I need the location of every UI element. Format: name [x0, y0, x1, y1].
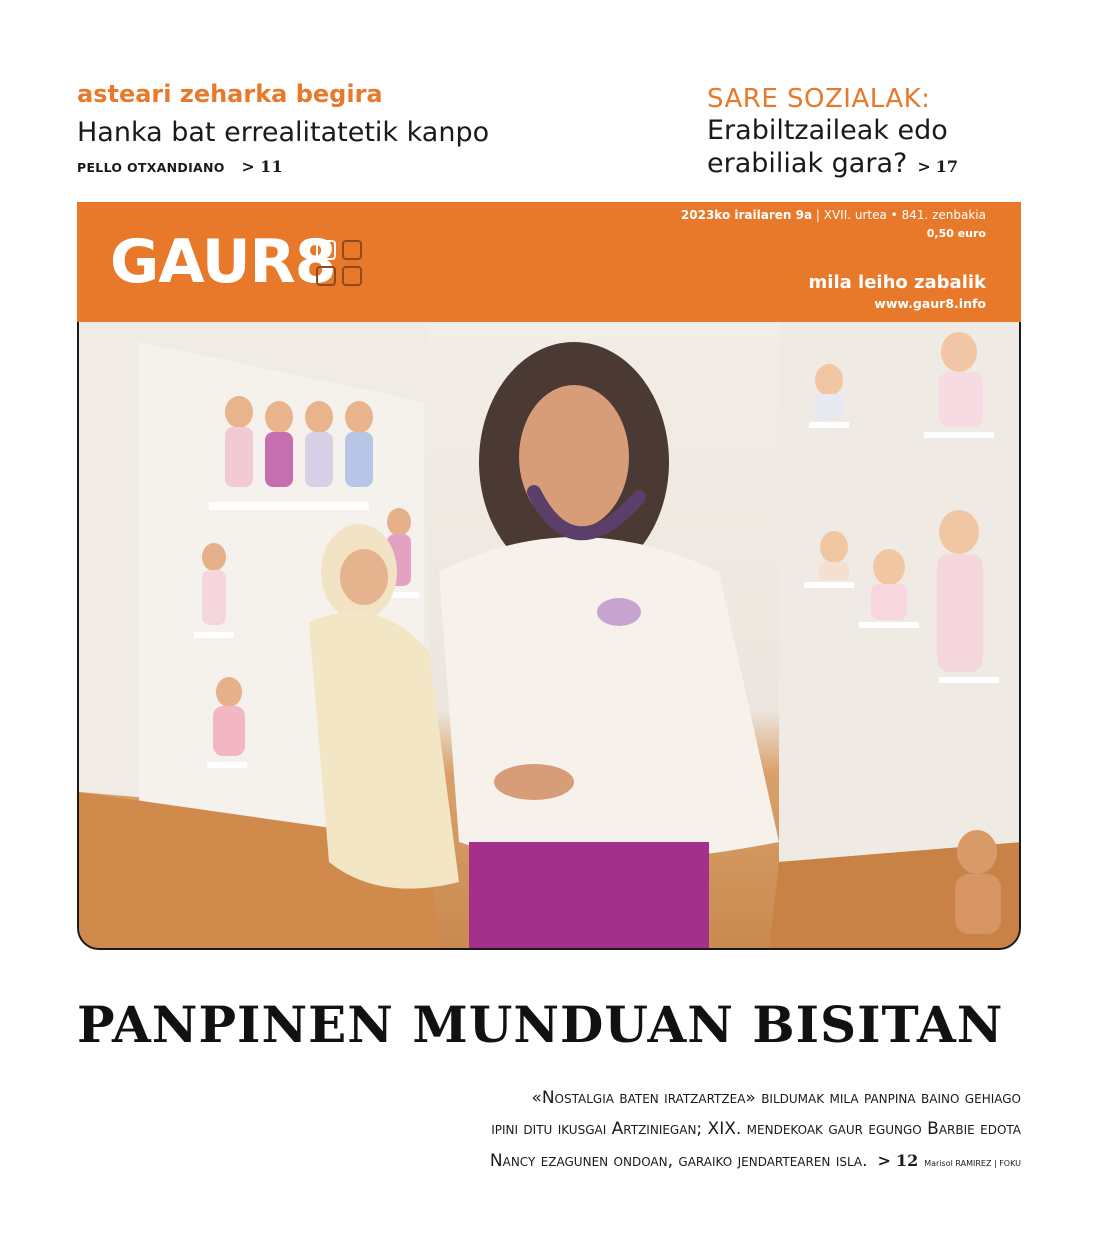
summary: [321, 1083, 1021, 1179]
teaser-right-title[interactable]: [707, 114, 958, 183]
website-link[interactable]: www.gaur8.info: [874, 296, 986, 311]
author-name: PELLO OTXANDIANO: [77, 160, 225, 175]
teaser-right-kicker: SARE SOZIALAK:: [707, 84, 931, 114]
teaser-left-kicker: asteari zeharka begira: [77, 80, 383, 108]
headline[interactable]: PANPINEN MUNDUAN BISITAN: [77, 995, 1004, 1054]
page-reference[interactable]: [878, 1151, 919, 1170]
cover-photo-illustration: [79, 322, 1021, 950]
teaser-left-title[interactable]: Hanka bat errealitatetik kanpo: [77, 117, 490, 148]
masthead: [77, 202, 1021, 322]
price: 0,50 euro: [926, 227, 986, 240]
page-number: 17: [935, 157, 958, 176]
issue-year: XVII. urtea: [823, 208, 887, 222]
summary-line-2: ipini ditu ikusgai Artziniegan; XIX. mendekoak gaur egungo Barbie edota: [491, 1119, 1021, 1139]
summary-line-3-text: Nancy ezagunen ondoan, garaiko jendartearen isla.: [489, 1151, 868, 1171]
chevron-right-icon: >: [241, 157, 256, 176]
chevron-right-icon: >: [917, 157, 931, 176]
slogan: mila leiho zabalik: [808, 272, 986, 293]
photo-credit: Marisol RAMIREZ | FOKU: [924, 1159, 1021, 1168]
page-reference[interactable]: [241, 157, 283, 176]
page-reference[interactable]: [917, 157, 958, 176]
chevron-right-icon: >: [877, 1151, 891, 1170]
page-number: 12: [895, 1151, 919, 1170]
teaser-right-title-line2: [707, 147, 958, 183]
issue-number: 841. zenbakia: [901, 208, 986, 222]
issue-date: 2023ko irailaren 9a: [680, 208, 813, 222]
logo-squares-icon: [316, 240, 368, 292]
cover-photo: [77, 322, 1021, 950]
teaser-right-title-text: erabiliak gara?: [707, 148, 908, 179]
issue-info: 2023ko irailaren 9a | XVII. urtea • 841. zenbakia: [680, 208, 986, 222]
summary-line-1: «Nostalgia baten iratzartzea» bildumak mila panpina baino gehiago: [531, 1088, 1021, 1108]
teaser-left-byline: [77, 157, 283, 176]
summary-line-3: [321, 1145, 1021, 1179]
teaser-right-title-line1: Erabiltzaileak edo: [707, 115, 948, 146]
page-number: 11: [260, 157, 283, 176]
logo[interactable]: GAUR8: [110, 227, 336, 297]
